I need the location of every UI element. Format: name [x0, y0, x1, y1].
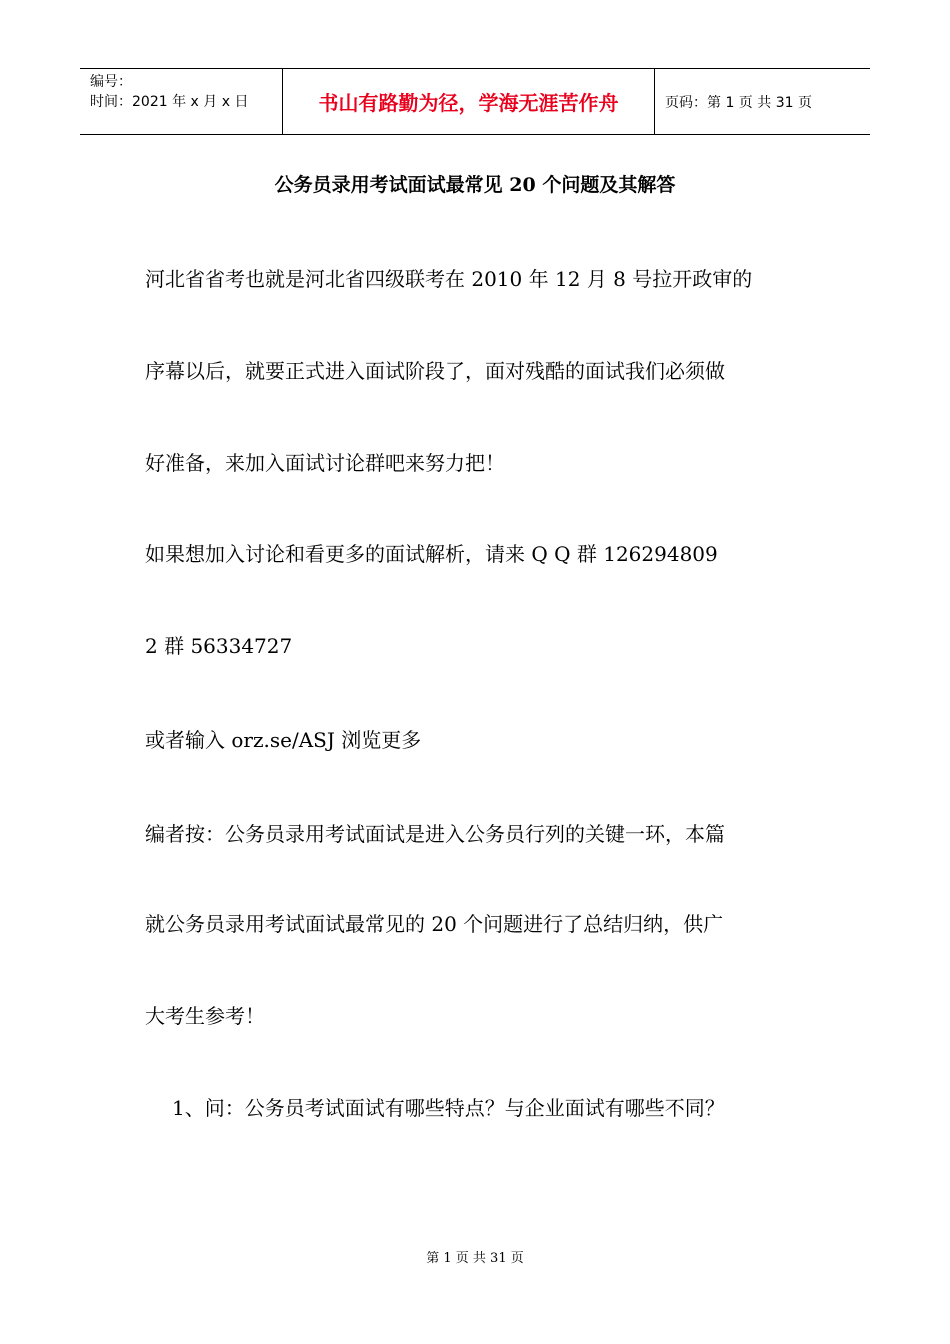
body-line: 2 群 56334727 [145, 634, 293, 658]
header-meta-cell [80, 69, 282, 134]
page-footer: 第 1 页 共 31 页 [426, 1251, 524, 1266]
body-line: 序幕以后，就要正式进入面试阶段了，面对残酷的面试我们必须做 [145, 359, 725, 383]
document-title: 公务员录用考试面试最常见 20 个问题及其解答 [274, 174, 676, 196]
body-line: 大考生参考！ [145, 1004, 265, 1028]
body-line: 就公务员录用考试面试最常见的 20 个问题进行了总结归纳，供广 [145, 912, 724, 936]
body-line: 如果想加入讨论和看更多的面试解析，请来 Q Q 群 126294809 [145, 542, 718, 566]
body-line: 好准备，来加入面试讨论群吧来努力把！ [145, 451, 505, 475]
header-page-info: 页码：第 1 页 共 31 页 [665, 94, 812, 111]
date-label: 时间：2021 年 x 月 x 日 [90, 94, 249, 110]
document-header [80, 68, 870, 135]
question-heading: 1、问：公务员考试面试有哪些特点？与企业面试有哪些不同？ [172, 1096, 725, 1120]
body-line: 编者按：公务员录用考试面试是进入公务员行列的关键一环，本篇 [145, 822, 725, 846]
serial-number-label: 编号： [90, 74, 132, 90]
header-motto: 书山有路勤为径，学海无涯苦作舟 [282, 69, 655, 134]
body-line: 或者输入 orz.se/ASJ 浏览更多 [145, 728, 422, 752]
body-line: 河北省省考也就是河北省四级联考在 2010 年 12 月 8 号拉开政审的 [145, 267, 753, 291]
